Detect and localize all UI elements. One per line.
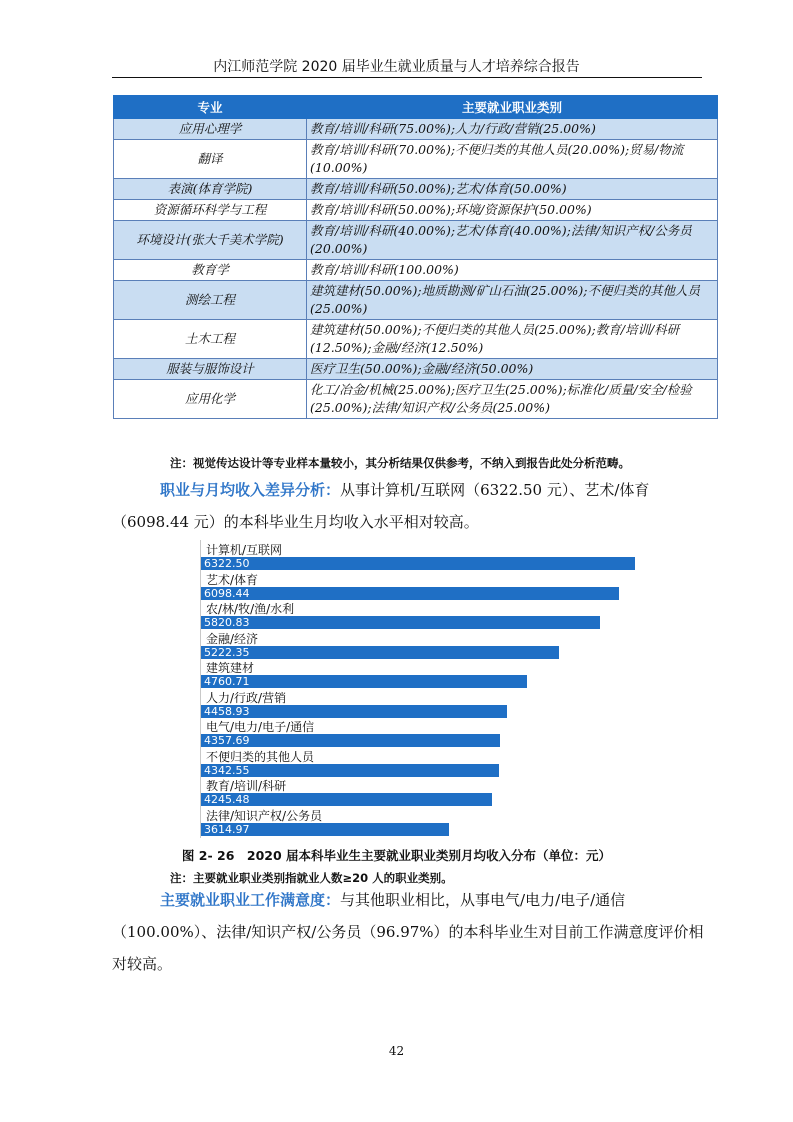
major-cell: 应用心理学 (114, 119, 307, 140)
table-row (114, 200, 718, 221)
table-row (114, 179, 718, 200)
major-cell: 土木工程 (114, 320, 307, 359)
bar-category-label: 金融/经济 (206, 631, 259, 646)
bar (201, 587, 619, 600)
major-cell: 翻译 (114, 140, 307, 179)
major-cell: 环境设计(张大千美术学院) (114, 221, 307, 260)
satisfaction-heading: 主要就业职业工作满意度： (160, 891, 341, 909)
categories-cell: 教育/培训/科研(100.00%) (307, 260, 718, 281)
bar (201, 675, 527, 688)
table-row (114, 380, 718, 419)
page-number: 42 (388, 1044, 405, 1058)
bar-category-label: 教育/培训/科研 (206, 779, 287, 793)
table-row (114, 260, 718, 281)
column-header-categories: 主要就业职业类别 (307, 96, 718, 119)
major-cell: 服装与服饰设计 (114, 359, 307, 380)
report-header-title: 内江师范学院 2020 届毕业生就业质量与人才培养综合报告 (213, 59, 580, 75)
chart-note: 注：主要就业职业类别指就业人数≥20 人的职业类别。 (170, 871, 453, 885)
bar (201, 764, 499, 777)
categories-cell: 教育/培训/科研(75.00%);人力/行政/营销(25.00%) (307, 119, 718, 140)
table-row (114, 320, 718, 359)
bar-value-label: 4245.48 (204, 793, 250, 806)
major-career-table (113, 95, 718, 419)
satisfaction-paragraph (112, 884, 712, 980)
table-note: 注：视觉传达设计等专业样本量较小，其分析结果仅供参考，不纳入到报告此处分析范畴。 (170, 456, 630, 470)
figure-caption: 图 2- 26 2020 届本科毕业生主要就业职业类别月均收入分布（单位：元） (181, 848, 612, 863)
table-row (114, 140, 718, 179)
categories-cell: 医疗卫生(50.00%);金融/经济(50.00%) (307, 359, 718, 380)
major-cell: 资源循环科学与工程 (114, 200, 307, 221)
column-header-major: 专业 (114, 96, 307, 119)
categories-cell: 教育/培训/科研(50.00%);艺术/体育(50.00%) (307, 179, 718, 200)
bar-value-label: 3614.97 (204, 822, 250, 836)
bar (201, 616, 600, 629)
bar (201, 705, 507, 718)
bar (201, 823, 449, 836)
table-row (114, 119, 718, 140)
bar-category-label: 法律/知识产权/公务员 (206, 808, 323, 823)
bar-value-label: 4760.71 (204, 675, 250, 688)
income-analysis-paragraph (112, 474, 712, 538)
table-header-row (114, 96, 718, 119)
income-analysis-text: 从事计算机/互联网（6322.50 元）、艺术/体育（6098.44 元）的本科毕业生月均收入水平相对较高。 (112, 481, 650, 531)
categories-cell: 建筑建材(50.00%);地质勘测/矿山石油(25.00%);不便归类的其他人员(25.00%) (307, 281, 718, 320)
income-bar-chart (200, 540, 630, 840)
bar (201, 557, 635, 570)
bar-value-label: 4357.69 (204, 734, 250, 747)
bar-category-label: 不便归类的其他人员 (206, 749, 315, 764)
bar-value-label: 4458.93 (204, 704, 250, 718)
table-row (114, 359, 718, 380)
bar-category-label: 建筑建材 (206, 661, 255, 675)
bar-value-label: 6322.50 (204, 557, 250, 570)
categories-cell: 教育/培训/科研(70.00%);不便归类的其他人员(20.00%);贸易/物流(10.00%) (307, 140, 718, 179)
major-cell: 表演(体育学院) (114, 179, 307, 200)
major-cell: 测绘工程 (114, 281, 307, 320)
header-divider (112, 77, 702, 78)
table-row (114, 281, 718, 320)
income-analysis-heading: 职业与月均收入差异分析： (160, 481, 341, 499)
categories-cell: 建筑建材(50.00%);不便归类的其他人员(25.00%);教育/培训/科研(12.50%);金融/经济(12.50%) (307, 320, 718, 359)
bar-category-label: 农/林/牧/渔/水利 (206, 602, 295, 616)
bar-category-label: 人力/行政/营销 (206, 690, 287, 705)
bar-value-label: 4342.55 (204, 763, 250, 777)
bar-value-label: 5820.83 (204, 616, 250, 629)
bar (201, 734, 500, 747)
bar-value-label: 5222.35 (204, 645, 250, 659)
table-row (114, 221, 718, 260)
satisfaction-text: 与其他职业相比，从事电气/电力/电子/通信（100.00%）、法律/知识产权/公务员（96.97%）的本科毕业生对目前工作满意度评价相对较高。 (112, 891, 704, 973)
major-cell: 应用化学 (114, 380, 307, 419)
bar-category-label: 电气/电力/电子/通信 (206, 720, 315, 734)
bar (201, 793, 492, 806)
categories-cell: 教育/培训/科研(50.00%);环境/资源保护(50.00%) (307, 200, 718, 221)
categories-cell: 化工/冶金/机械(25.00%);医疗卫生(25.00%);标准化/质量/安全/检验(25.00%);法律/知识产权/公务员(25.00%) (307, 380, 718, 419)
bar-category-label: 计算机/互联网 (206, 543, 283, 557)
bar-category-label: 艺术/体育 (206, 572, 259, 587)
major-cell: 教育学 (114, 260, 307, 281)
categories-cell: 教育/培训/科研(40.00%);艺术/体育(40.00%);法律/知识产权/公务员(20.00%) (307, 221, 718, 260)
bar-value-label: 6098.44 (204, 586, 250, 600)
bar (201, 646, 559, 659)
